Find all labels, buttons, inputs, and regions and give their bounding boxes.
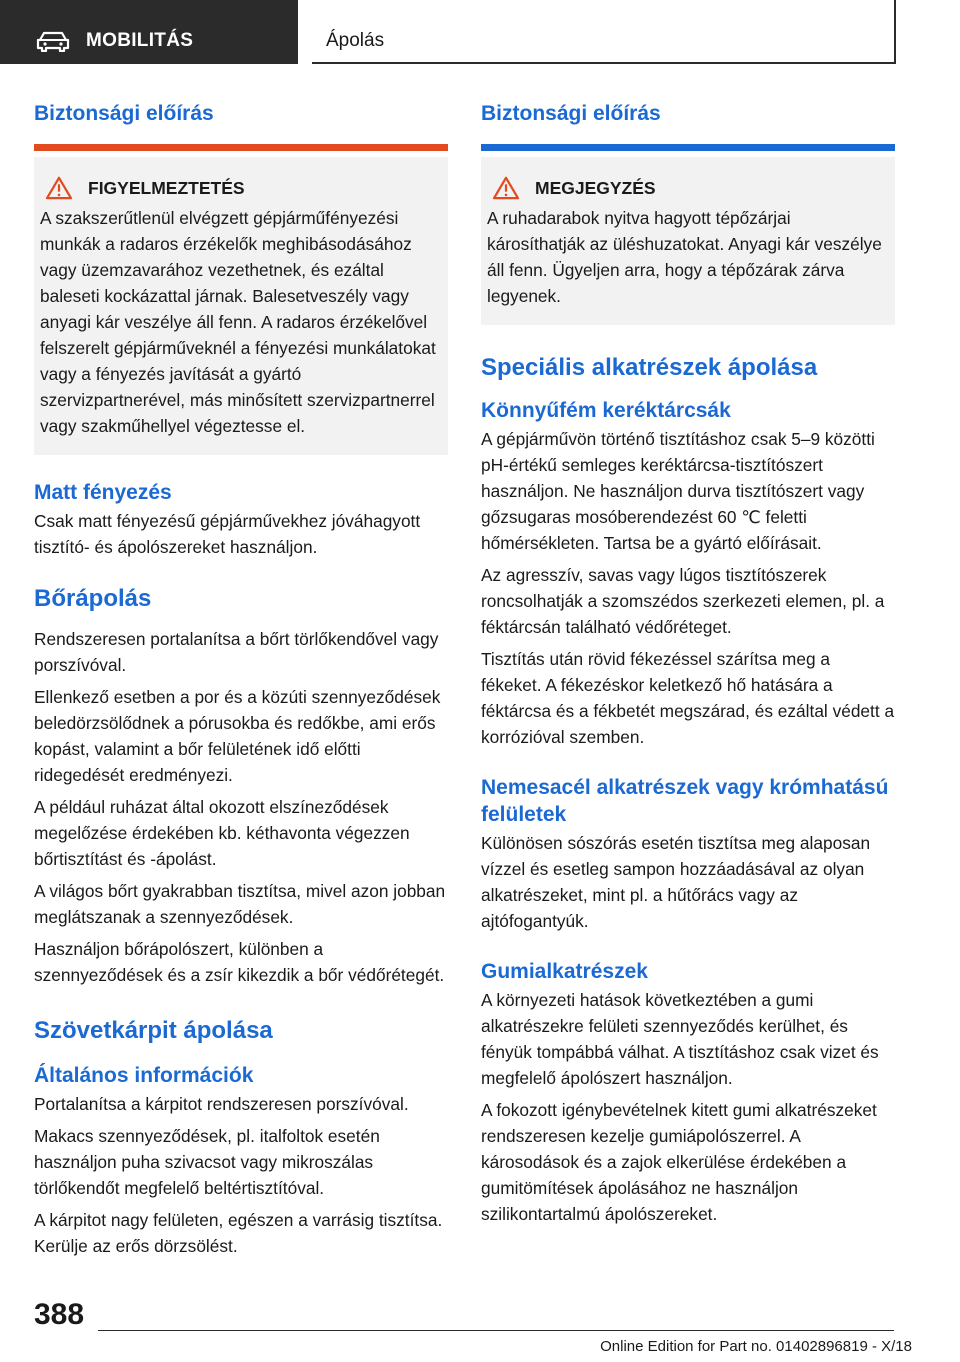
heading-matt: Matt fényezés [34,481,172,504]
warning-box [34,157,448,455]
paragraph: A gépjárművön történő tisztításhoz csak 5–9 közötti pH-értékű semleges keréktárcsa-tisztítószert használjon. Ne használjon durva tisztítószert vagy gőzsugaras mosóberendezést 60 ℃ feletti hőmérsékleten. Tartsa be a gyártó előírásait. [481,429,875,553]
heading-altalanos: Általános információk [34,1064,254,1087]
heading-nemesacel: Nemesacél alkatrészek vagy krómhatású felületek [481,776,889,826]
chapter-label: Ápolás [326,30,385,51]
header-chapter-tab [312,0,896,64]
paragraph: Tisztítás után rövid fékezéssel szárítsa meg a fékeket. A fékezéskor keletkező hő hatására a féktárcsa és a fékbetét megszárad, és ezáltal védett a korrózióval szemben. [481,649,895,747]
warning-triangle-icon [44,176,74,200]
heading-bor: Bőrápolás [34,585,152,612]
page-number: 388 [34,1298,85,1331]
warning-heading: FIGYELMEZTETÉS [88,178,245,198]
footer-edition [600,1338,912,1355]
safety-title: Biztonsági előírás [34,102,214,125]
left-column [34,100,448,1265]
section-label: MOBILITÁS [86,30,194,51]
paragraph: Rendszeresen portalanítsa a bőrt törlőkendővel vagy porszívóval. [34,629,439,675]
heading-konnyufem: Könnyűfém keréktárcsák [481,399,731,422]
paragraph: Ellenkező esetben a por és a közúti szennyeződések beledörzsölődnek a pórusokba és redőkbe, ami erős kopást, valamint a bőr felületének idő előtti ridegedését eredményezi. [34,687,441,785]
paragraph: Az agresszív, savas vagy lúgos tisztítószerek roncsolhatják a szomszédos szerkezeti elemen, pl. a féktárcsán található védőréteget. [481,565,885,637]
paragraph: Portalanítsa a kárpitot rendszeresen porszívóval. [34,1094,409,1114]
car-icon [36,30,70,52]
paragraph: Makacs szennyeződések, pl. italfoltok esetén használjon puha szivacsot vagy mikroszálas törlőkendőt megfelelő beltértisztítóval. [34,1126,380,1198]
edition-text: Online Edition for Part no. 01402896819 - X/18 [600,1338,912,1355]
paragraph: Különösen sószórás esetén tisztítsa meg alaposan vízzel és esetleg sampon hozzáadásával az olyan alkatrészeket, mint pl. a hűtőrács vagy az ajtófogantyúk. [481,833,871,931]
note-bar [481,144,895,151]
header-section-tab [0,0,298,64]
heading-specialis: Speciális alkatrészek ápolása [481,354,818,381]
paragraph: A környezeti hatások következtében a gumi alkatrészekre felületi szennyeződés kerülhet, és fényük tompábbá válhat. A tisztításhoz csak vizet és megfelelő ápolószert használjon. [481,990,879,1088]
paragraph: A kárpitot nagy felületen, egészen a varrásig tisztítsa. Kerülje az erős dörzsölést. [34,1210,443,1256]
note-text: A ruhadarabok nyitva hagyott tépőzárjai károsíthatják az üléshuzatokat. Anyagi kár veszélye áll fenn. Ügyeljen arra, hogy a tépőzárak zárva legyenek. [487,208,882,306]
heading-szovet: Szövetkárpit ápolása [34,1017,273,1044]
note-box [481,157,895,325]
note-heading: MEGJEGYZÉS [535,178,656,198]
warning-triangle-icon [491,176,521,200]
paragraph: Használjon bőrápolószert, különben a szennyeződések és a zsír kikezdik a bőr védőrétegét. [34,939,445,985]
paragraph: Csak matt fényezésű gépjárművekhez jóváhagyott tisztító- és ápolószereket használjon. [34,511,421,557]
footer-rule [98,1330,894,1331]
warning-bar [34,144,448,151]
paragraph: A világos bőrt gyakrabban tisztítsa, mivel azon jobban meglátszanak a szennyeződések. [34,881,446,927]
paragraph: A fokozott igénybevételnek kitett gumi alkatrészeket rendszeresen kezelje gumiápolószerrel. A károsodások és a zajok elkerülése érdekében a gumitömítések ápolásához ne használjon szilikontartalmú ápolószereket. [481,1100,877,1224]
warning-text: A szakszerűtlenül elvégzett gépjárműfényezési munkák a radaros érzékelők meghibásodásához vagy üzemzavarához vezethetnek, és ezáltal baleseti kockázattal járnak. Balesetveszély vagy anyagi kár veszélye áll fenn. A radaros érzékelővel felszerelt gépjárműveknél a fényezési munkálatokat vagy a fényezés javítását a gyártó szervizpartnerével, más minősített szervizpartnerrel vagy szakműhellyel végeztesse el. [40,208,436,436]
right-column [481,100,895,1233]
heading-gumi: Gumialkatrészek [481,960,648,983]
safety-title: Biztonsági előírás [481,102,661,125]
paragraph: A például ruházat által okozott elszíneződések megelőzése érdekében kb. kéthavonta végezzen bőrtisztítást és -ápolást. [34,797,410,869]
